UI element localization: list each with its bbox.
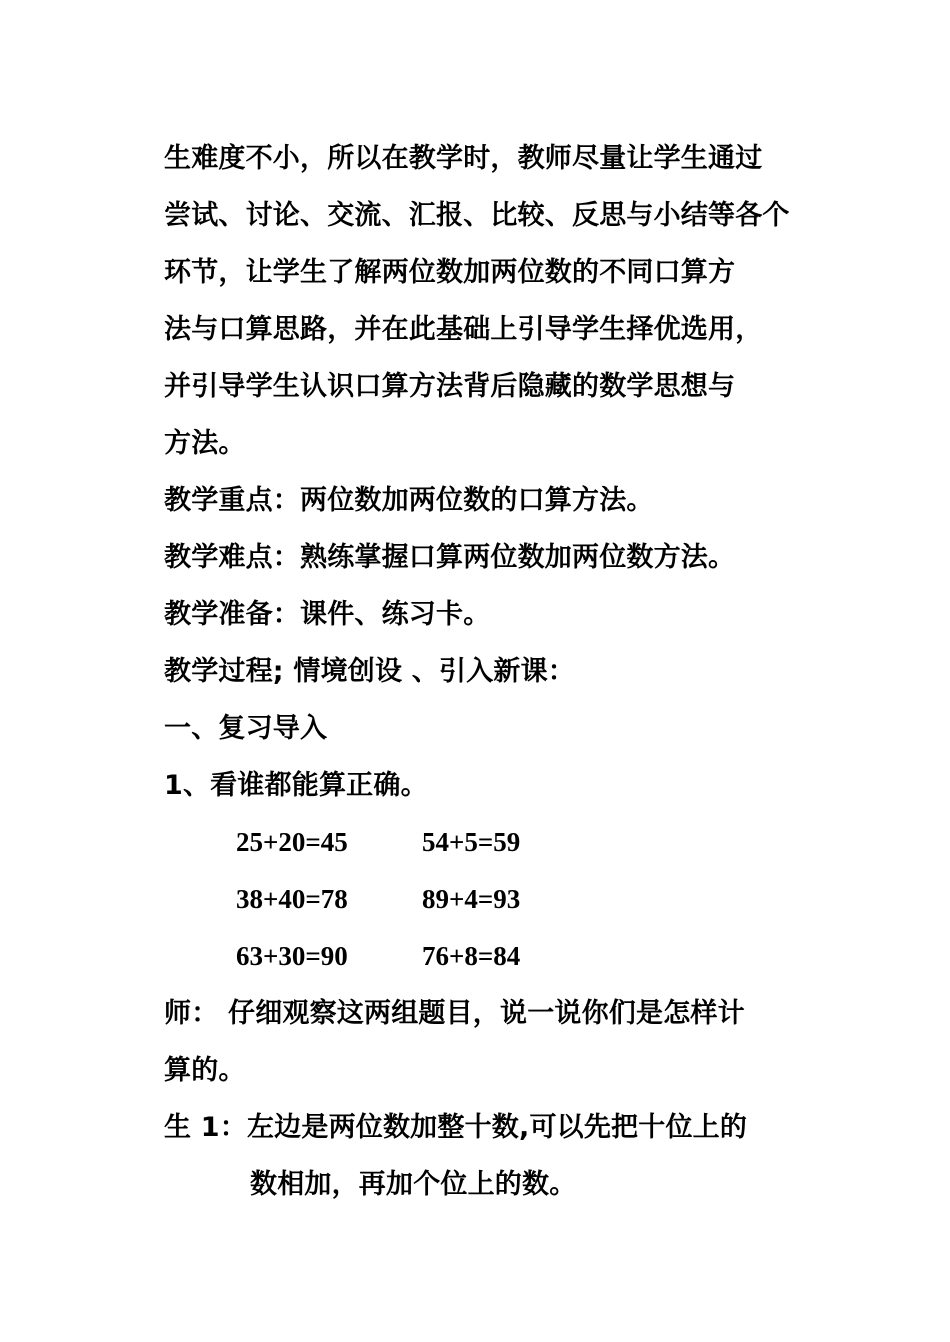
paragraph-line: 方法。 — [164, 428, 246, 459]
task-title: 1、看谁都能算正确。 — [164, 770, 428, 801]
student-line: 数相加，再加个位上的数。 — [250, 1169, 577, 1200]
section-title: 一、复习导入 — [164, 713, 328, 744]
paragraph-line: 法与口算思路，并在此基础上引导学生择优选用， — [164, 314, 763, 345]
equation-row — [164, 871, 794, 928]
key-point-line: 教学重点：两位数加两位数的口算方法。 — [164, 485, 654, 516]
preparation-line: 教学准备：课件、练习卡。 — [164, 599, 491, 630]
equation-right: 54+5=59 — [422, 827, 521, 857]
paragraph-line: 环节，让学生了解两位数加两位数的不同口算方 — [164, 257, 736, 288]
process-line: 教学过程; 情境创设 、引入新课： — [164, 656, 575, 687]
paragraph-line: 尝试、讨论、交流、汇报、比较、反思与小结等各个 — [164, 200, 790, 231]
equation-left: 25+20=45 — [236, 827, 348, 857]
equation-row — [164, 928, 794, 985]
difficulty-line: 教学难点：熟练掌握口算两位数加两位数方法。 — [164, 542, 736, 573]
teacher-line: 算的。 — [164, 1055, 246, 1086]
student-line: 生 1：左边是两位数加整十数,可以先把十位上的 — [164, 1112, 748, 1143]
equation-left: 38+40=78 — [236, 884, 348, 914]
equation-right: 76+8=84 — [422, 941, 521, 971]
equation-left: 63+30=90 — [236, 941, 348, 971]
teacher-line: 师： 仔细观察这两组题目，说一说你们是怎样计 — [164, 998, 745, 1029]
paragraph-line: 生难度不小，所以在教学时，教师尽量让学生通过 — [164, 143, 763, 174]
paragraph-line: 并引导学生认识口算方法背后隐藏的数学思想与 — [164, 371, 736, 402]
document-content — [164, 130, 794, 1213]
equation-row — [164, 814, 794, 871]
equation-right: 89+4=93 — [422, 884, 521, 914]
